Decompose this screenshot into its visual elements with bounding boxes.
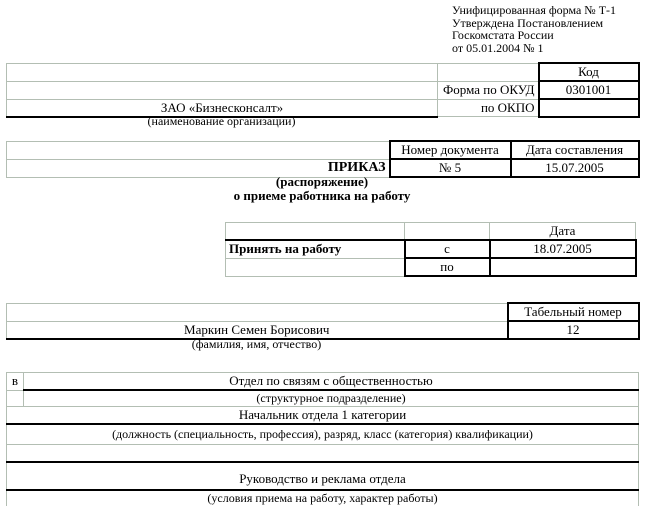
hire-to-date-field <box>490 258 636 276</box>
empty-cell <box>7 81 438 99</box>
hire-from-date-field: 18.07.2005 <box>490 240 636 258</box>
hire-date-header: Дата <box>490 223 636 241</box>
doc-number-header: Номер документа <box>390 141 511 159</box>
hire-from-label: с <box>405 240 490 258</box>
employee-name-field: Маркин Семен Борисович <box>7 321 508 339</box>
personnel-number-header: Табельный номер <box>508 303 639 321</box>
code-column-header: Код <box>539 63 639 81</box>
doc-date-header: Дата составления <box>511 141 639 159</box>
form-meta-line: Госкомстата России <box>452 28 554 42</box>
doc-date-value: 15.07.2005 <box>511 159 639 177</box>
conditions-field: Руководство и реклама отдела <box>7 462 639 490</box>
doc-number-value: № 5 <box>390 159 511 177</box>
order-subtitle-1: (распоряжение) <box>275 174 369 189</box>
position-field: Начальник отдела 1 категории <box>7 407 639 425</box>
department-caption: (структурное подразделение) <box>24 390 639 407</box>
okud-label: Форма по ОКУД <box>438 81 539 99</box>
form-meta-note <box>452 4 616 54</box>
empty-cell <box>7 141 390 159</box>
hire-to-label: по <box>405 258 490 276</box>
conditions-caption: (условия приема на работу, характер работы) <box>7 490 639 506</box>
order-header-table <box>6 140 640 178</box>
form-meta-line: от 05.01.2004 № 1 <box>452 40 544 55</box>
empty-cell <box>405 223 490 241</box>
organization-name-field: ЗАО «Бизнесконсалт» <box>7 99 438 117</box>
personnel-number-value: 12 <box>508 321 639 339</box>
department-field: Отдел по связям с общественностью <box>24 373 639 391</box>
empty-cell <box>7 63 438 81</box>
empty-fill-line <box>7 444 639 462</box>
header-code-table <box>6 62 640 118</box>
in-label: в <box>7 373 24 391</box>
order-title: ПРИКАЗ <box>7 159 390 177</box>
empty-cell <box>7 390 24 407</box>
assignment-table <box>6 372 639 506</box>
form-meta-line: Унифицированная форма № Т-1 <box>452 3 617 17</box>
empty-cell <box>226 258 405 276</box>
okpo-value-field <box>539 99 639 117</box>
form-meta-line: Утверждена Постановлением <box>452 15 604 30</box>
personnel-number-table <box>6 302 640 340</box>
hire-date-table <box>225 222 637 277</box>
empty-cell <box>226 223 405 241</box>
organization-caption: (наименование организации) <box>147 114 296 128</box>
empty-cell <box>438 63 539 81</box>
order-subtitle-2: о приеме работника на работу <box>233 188 411 203</box>
employee-name-caption: (фамилия, имя, отчество) <box>191 337 322 351</box>
position-caption: (должность (специальность, профессия), разряд, класс (категория) квалификации) <box>7 424 639 444</box>
empty-cell <box>7 303 508 321</box>
hire-label: Принять на работу <box>226 240 405 258</box>
okud-value: 0301001 <box>539 81 639 99</box>
okpo-label: по ОКПО <box>438 99 539 117</box>
